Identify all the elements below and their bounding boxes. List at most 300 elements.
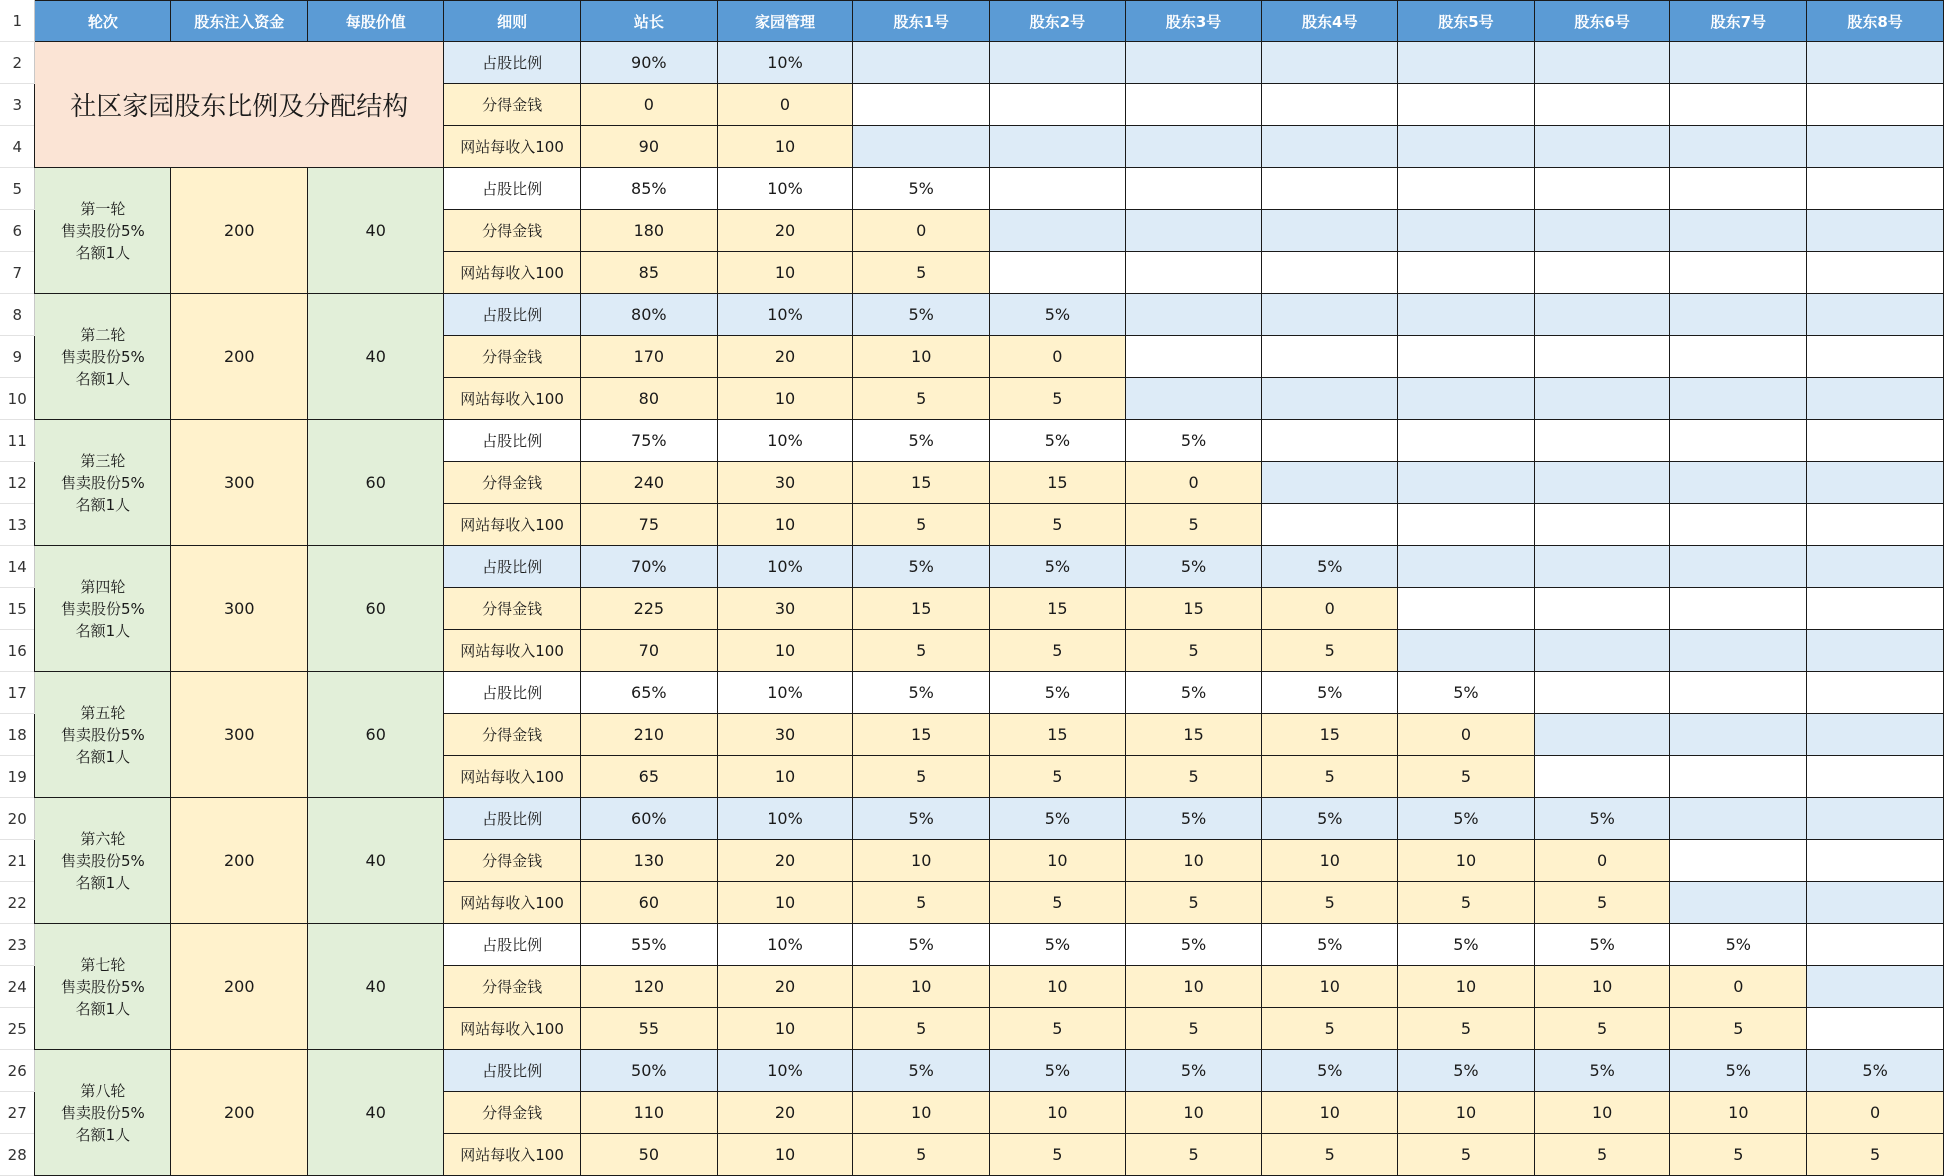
data-cell[interactable]: 5% bbox=[1262, 546, 1398, 588]
detail-label[interactable]: 分得金钱 bbox=[444, 840, 581, 882]
data-cell[interactable]: 0 bbox=[1534, 840, 1670, 882]
data-cell[interactable]: 0 bbox=[1807, 1092, 1944, 1134]
sheet-title[interactable]: 社区家园股东比例及分配结构 bbox=[35, 42, 444, 168]
share-price[interactable]: 40 bbox=[308, 924, 444, 1050]
empty-cell[interactable] bbox=[1807, 210, 1944, 252]
data-cell[interactable]: 0 bbox=[1262, 588, 1398, 630]
empty-cell[interactable] bbox=[1534, 336, 1670, 378]
data-cell[interactable]: 10 bbox=[1670, 1092, 1807, 1134]
empty-cell[interactable] bbox=[1807, 378, 1944, 420]
data-cell[interactable]: 5% bbox=[990, 798, 1126, 840]
empty-cell[interactable] bbox=[1398, 378, 1535, 420]
data-cell[interactable]: 5 bbox=[1125, 504, 1262, 546]
data-cell[interactable]: 55 bbox=[581, 1008, 718, 1050]
data-cell[interactable]: 10 bbox=[990, 1092, 1126, 1134]
data-cell[interactable]: 55% bbox=[581, 924, 718, 966]
empty-cell[interactable] bbox=[1398, 588, 1535, 630]
detail-label[interactable]: 分得金钱 bbox=[444, 84, 581, 126]
data-cell[interactable]: 60% bbox=[581, 798, 718, 840]
empty-cell[interactable] bbox=[1534, 252, 1670, 294]
empty-cell[interactable] bbox=[1534, 714, 1670, 756]
empty-cell[interactable] bbox=[1670, 840, 1807, 882]
empty-cell[interactable] bbox=[1670, 84, 1807, 126]
data-cell[interactable]: 5 bbox=[853, 756, 990, 798]
share-price[interactable]: 60 bbox=[308, 546, 444, 672]
data-cell[interactable]: 0 bbox=[1398, 714, 1535, 756]
empty-cell[interactable] bbox=[1398, 168, 1535, 210]
detail-label[interactable]: 占股比例 bbox=[444, 672, 581, 714]
data-cell[interactable]: 5 bbox=[1670, 1134, 1807, 1176]
empty-cell[interactable] bbox=[1807, 756, 1944, 798]
data-cell[interactable]: 5% bbox=[1262, 924, 1398, 966]
empty-cell[interactable] bbox=[1125, 252, 1262, 294]
empty-cell[interactable] bbox=[1807, 42, 1944, 84]
empty-cell[interactable] bbox=[1670, 42, 1807, 84]
data-cell[interactable]: 5% bbox=[1398, 1050, 1535, 1092]
data-cell[interactable]: 225 bbox=[581, 588, 718, 630]
detail-label[interactable]: 占股比例 bbox=[444, 798, 581, 840]
empty-cell[interactable] bbox=[1534, 630, 1670, 672]
detail-label[interactable]: 网站每收入100 bbox=[444, 252, 581, 294]
empty-cell[interactable] bbox=[990, 84, 1126, 126]
column-header[interactable]: 股东8号 bbox=[1807, 1, 1944, 42]
data-cell[interactable]: 60 bbox=[581, 882, 718, 924]
data-cell[interactable]: 90% bbox=[581, 42, 718, 84]
empty-cell[interactable] bbox=[1534, 672, 1670, 714]
empty-cell[interactable] bbox=[1262, 462, 1398, 504]
detail-label[interactable]: 分得金钱 bbox=[444, 1092, 581, 1134]
data-cell[interactable]: 180 bbox=[581, 210, 718, 252]
data-cell[interactable]: 5 bbox=[1125, 1134, 1262, 1176]
empty-cell[interactable] bbox=[1262, 378, 1398, 420]
round-label[interactable] bbox=[35, 924, 171, 1050]
data-cell[interactable]: 5 bbox=[1125, 630, 1262, 672]
empty-cell[interactable] bbox=[1262, 42, 1398, 84]
empty-cell[interactable] bbox=[1398, 42, 1535, 84]
empty-cell[interactable] bbox=[1670, 504, 1807, 546]
injected-capital[interactable]: 200 bbox=[171, 1050, 308, 1176]
column-header[interactable]: 站长 bbox=[581, 1, 718, 42]
data-cell[interactable]: 15 bbox=[990, 714, 1126, 756]
empty-cell[interactable] bbox=[1807, 546, 1944, 588]
data-cell[interactable]: 10% bbox=[717, 420, 853, 462]
data-cell[interactable]: 5 bbox=[1262, 1008, 1398, 1050]
data-cell[interactable]: 20 bbox=[717, 840, 853, 882]
data-cell[interactable]: 65% bbox=[581, 672, 718, 714]
data-cell[interactable]: 20 bbox=[717, 1092, 853, 1134]
data-cell[interactable]: 30 bbox=[717, 714, 853, 756]
detail-label[interactable]: 占股比例 bbox=[444, 924, 581, 966]
data-cell[interactable]: 5% bbox=[1534, 924, 1670, 966]
empty-cell[interactable] bbox=[1398, 210, 1535, 252]
empty-cell[interactable] bbox=[1534, 546, 1670, 588]
data-cell[interactable]: 240 bbox=[581, 462, 718, 504]
empty-cell[interactable] bbox=[1807, 504, 1944, 546]
empty-cell[interactable] bbox=[1398, 420, 1535, 462]
detail-label[interactable]: 占股比例 bbox=[444, 420, 581, 462]
detail-label[interactable]: 网站每收入100 bbox=[444, 630, 581, 672]
detail-label[interactable]: 分得金钱 bbox=[444, 462, 581, 504]
injected-capital[interactable]: 300 bbox=[171, 546, 308, 672]
empty-cell[interactable] bbox=[1534, 84, 1670, 126]
empty-cell[interactable] bbox=[1807, 420, 1944, 462]
empty-cell[interactable] bbox=[1262, 84, 1398, 126]
empty-cell[interactable] bbox=[1670, 798, 1807, 840]
data-cell[interactable]: 10% bbox=[717, 1050, 853, 1092]
data-cell[interactable]: 10% bbox=[717, 294, 853, 336]
data-cell[interactable]: 5 bbox=[1398, 882, 1535, 924]
data-cell[interactable]: 5 bbox=[1262, 1134, 1398, 1176]
data-cell[interactable]: 70% bbox=[581, 546, 718, 588]
empty-cell[interactable] bbox=[1125, 210, 1262, 252]
round-label[interactable] bbox=[35, 420, 171, 546]
data-cell[interactable]: 10 bbox=[1398, 840, 1535, 882]
data-cell[interactable]: 5 bbox=[1534, 1134, 1670, 1176]
empty-cell[interactable] bbox=[1807, 126, 1944, 168]
column-header[interactable]: 轮次 bbox=[35, 1, 171, 42]
data-cell[interactable]: 75% bbox=[581, 420, 718, 462]
data-cell[interactable]: 5% bbox=[990, 420, 1126, 462]
data-cell[interactable]: 5% bbox=[1125, 1050, 1262, 1092]
injected-capital[interactable]: 200 bbox=[171, 924, 308, 1050]
empty-cell[interactable] bbox=[1398, 84, 1535, 126]
empty-cell[interactable] bbox=[853, 126, 990, 168]
data-cell[interactable]: 10 bbox=[1262, 966, 1398, 1008]
data-cell[interactable]: 10% bbox=[717, 168, 853, 210]
data-cell[interactable]: 5 bbox=[853, 378, 990, 420]
empty-cell[interactable] bbox=[1125, 42, 1262, 84]
data-cell[interactable]: 10 bbox=[1125, 966, 1262, 1008]
empty-cell[interactable] bbox=[1125, 168, 1262, 210]
empty-cell[interactable] bbox=[1807, 252, 1944, 294]
data-cell[interactable]: 15 bbox=[853, 462, 990, 504]
empty-cell[interactable] bbox=[1670, 126, 1807, 168]
empty-cell[interactable] bbox=[1670, 630, 1807, 672]
data-cell[interactable]: 70 bbox=[581, 630, 718, 672]
data-cell[interactable]: 50% bbox=[581, 1050, 718, 1092]
data-cell[interactable]: 0 bbox=[853, 210, 990, 252]
data-cell[interactable]: 15 bbox=[853, 588, 990, 630]
data-cell[interactable]: 10 bbox=[1534, 1092, 1670, 1134]
empty-cell[interactable] bbox=[1262, 420, 1398, 462]
data-cell[interactable]: 5% bbox=[1262, 672, 1398, 714]
data-cell[interactable]: 10 bbox=[717, 378, 853, 420]
data-cell[interactable]: 5 bbox=[853, 252, 990, 294]
data-cell[interactable]: 5% bbox=[853, 672, 990, 714]
empty-cell[interactable] bbox=[1807, 966, 1944, 1008]
data-cell[interactable]: 10 bbox=[717, 756, 853, 798]
empty-cell[interactable] bbox=[1398, 630, 1535, 672]
round-label[interactable] bbox=[35, 672, 171, 798]
empty-cell[interactable] bbox=[1262, 126, 1398, 168]
empty-cell[interactable] bbox=[1534, 378, 1670, 420]
column-header[interactable]: 股东注入资金 bbox=[171, 1, 308, 42]
data-cell[interactable]: 0 bbox=[1125, 462, 1262, 504]
data-cell[interactable]: 5% bbox=[1125, 420, 1262, 462]
data-cell[interactable]: 5 bbox=[853, 1008, 990, 1050]
empty-cell[interactable] bbox=[990, 210, 1126, 252]
empty-cell[interactable] bbox=[1807, 672, 1944, 714]
data-cell[interactable]: 5 bbox=[853, 1134, 990, 1176]
empty-cell[interactable] bbox=[1670, 756, 1807, 798]
detail-label[interactable]: 网站每收入100 bbox=[444, 882, 581, 924]
data-cell[interactable]: 30 bbox=[717, 588, 853, 630]
data-cell[interactable]: 5% bbox=[990, 546, 1126, 588]
data-cell[interactable]: 80 bbox=[581, 378, 718, 420]
data-cell[interactable]: 10 bbox=[1398, 1092, 1535, 1134]
data-cell[interactable]: 5% bbox=[1125, 672, 1262, 714]
data-cell[interactable]: 5 bbox=[1262, 882, 1398, 924]
data-cell[interactable]: 5% bbox=[990, 294, 1126, 336]
empty-cell[interactable] bbox=[1807, 630, 1944, 672]
injected-capital[interactable]: 300 bbox=[171, 672, 308, 798]
data-cell[interactable]: 5% bbox=[853, 798, 990, 840]
column-header[interactable]: 每股价值 bbox=[308, 1, 444, 42]
detail-label[interactable]: 分得金钱 bbox=[444, 588, 581, 630]
empty-cell[interactable] bbox=[1807, 462, 1944, 504]
data-cell[interactable]: 5% bbox=[853, 294, 990, 336]
data-cell[interactable]: 5 bbox=[990, 378, 1126, 420]
data-cell[interactable]: 5% bbox=[1398, 672, 1535, 714]
data-cell[interactable]: 10 bbox=[853, 336, 990, 378]
detail-label[interactable]: 分得金钱 bbox=[444, 210, 581, 252]
column-header[interactable]: 股东7号 bbox=[1670, 1, 1807, 42]
data-cell[interactable]: 10% bbox=[717, 672, 853, 714]
empty-cell[interactable] bbox=[1534, 42, 1670, 84]
data-cell[interactable]: 0 bbox=[1670, 966, 1807, 1008]
data-cell[interactable]: 5% bbox=[1125, 924, 1262, 966]
data-cell[interactable]: 5% bbox=[853, 420, 990, 462]
empty-cell[interactable] bbox=[990, 126, 1126, 168]
data-cell[interactable]: 5% bbox=[1262, 1050, 1398, 1092]
data-cell[interactable]: 30 bbox=[717, 462, 853, 504]
empty-cell[interactable] bbox=[1398, 126, 1535, 168]
empty-cell[interactable] bbox=[1670, 252, 1807, 294]
data-cell[interactable]: 50 bbox=[581, 1134, 718, 1176]
column-header[interactable]: 股东1号 bbox=[853, 1, 990, 42]
data-cell[interactable]: 5% bbox=[853, 546, 990, 588]
share-price[interactable]: 40 bbox=[308, 798, 444, 924]
data-cell[interactable]: 5 bbox=[1125, 882, 1262, 924]
injected-capital[interactable]: 200 bbox=[171, 798, 308, 924]
detail-label[interactable]: 分得金钱 bbox=[444, 336, 581, 378]
data-cell[interactable]: 5 bbox=[990, 630, 1126, 672]
empty-cell[interactable] bbox=[1534, 420, 1670, 462]
data-cell[interactable]: 20 bbox=[717, 210, 853, 252]
detail-label[interactable]: 占股比例 bbox=[444, 168, 581, 210]
data-cell[interactable]: 15 bbox=[1125, 714, 1262, 756]
empty-cell[interactable] bbox=[1262, 294, 1398, 336]
column-header[interactable]: 股东5号 bbox=[1398, 1, 1535, 42]
data-cell[interactable]: 5 bbox=[853, 882, 990, 924]
data-cell[interactable]: 5% bbox=[1534, 1050, 1670, 1092]
empty-cell[interactable] bbox=[1807, 84, 1944, 126]
data-cell[interactable]: 5 bbox=[1262, 630, 1398, 672]
data-cell[interactable]: 15 bbox=[990, 588, 1126, 630]
data-cell[interactable]: 10% bbox=[717, 546, 853, 588]
data-cell[interactable]: 130 bbox=[581, 840, 718, 882]
empty-cell[interactable] bbox=[1262, 336, 1398, 378]
empty-cell[interactable] bbox=[1807, 336, 1944, 378]
data-cell[interactable]: 5% bbox=[1807, 1050, 1944, 1092]
empty-cell[interactable] bbox=[1534, 588, 1670, 630]
share-price[interactable]: 60 bbox=[308, 420, 444, 546]
data-cell[interactable]: 5 bbox=[990, 1008, 1126, 1050]
detail-label[interactable]: 分得金钱 bbox=[444, 966, 581, 1008]
column-header[interactable]: 股东3号 bbox=[1125, 1, 1262, 42]
data-cell[interactable]: 80% bbox=[581, 294, 718, 336]
empty-cell[interactable] bbox=[1670, 378, 1807, 420]
data-cell[interactable]: 5 bbox=[1262, 756, 1398, 798]
data-cell[interactable]: 10 bbox=[717, 504, 853, 546]
empty-cell[interactable] bbox=[853, 42, 990, 84]
round-label[interactable] bbox=[35, 294, 171, 420]
data-cell[interactable]: 5 bbox=[1670, 1008, 1807, 1050]
empty-cell[interactable] bbox=[1670, 294, 1807, 336]
empty-cell[interactable] bbox=[1670, 210, 1807, 252]
data-cell[interactable]: 10 bbox=[717, 126, 853, 168]
empty-cell[interactable] bbox=[1807, 714, 1944, 756]
empty-cell[interactable] bbox=[1670, 882, 1807, 924]
empty-cell[interactable] bbox=[1398, 462, 1535, 504]
detail-label[interactable]: 占股比例 bbox=[444, 1050, 581, 1092]
empty-cell[interactable] bbox=[1670, 168, 1807, 210]
detail-label[interactable]: 占股比例 bbox=[444, 42, 581, 84]
data-cell[interactable]: 10 bbox=[717, 252, 853, 294]
column-header[interactable]: 细则 bbox=[444, 1, 581, 42]
empty-cell[interactable] bbox=[1670, 546, 1807, 588]
column-header[interactable]: 股东4号 bbox=[1262, 1, 1398, 42]
data-cell[interactable]: 5 bbox=[1398, 1134, 1535, 1176]
data-cell[interactable]: 65 bbox=[581, 756, 718, 798]
data-cell[interactable]: 10 bbox=[853, 840, 990, 882]
data-cell[interactable]: 5 bbox=[1807, 1134, 1944, 1176]
column-header[interactable]: 股东6号 bbox=[1534, 1, 1670, 42]
injected-capital[interactable]: 200 bbox=[171, 294, 308, 420]
data-cell[interactable]: 5% bbox=[1125, 546, 1262, 588]
detail-label[interactable]: 网站每收入100 bbox=[444, 1008, 581, 1050]
empty-cell[interactable] bbox=[1534, 168, 1670, 210]
empty-cell[interactable] bbox=[1398, 504, 1535, 546]
empty-cell[interactable] bbox=[1398, 294, 1535, 336]
data-cell[interactable]: 15 bbox=[853, 714, 990, 756]
data-cell[interactable]: 5% bbox=[1398, 924, 1535, 966]
empty-cell[interactable] bbox=[1807, 1008, 1944, 1050]
data-cell[interactable]: 20 bbox=[717, 336, 853, 378]
empty-cell[interactable] bbox=[990, 252, 1126, 294]
data-cell[interactable]: 170 bbox=[581, 336, 718, 378]
data-cell[interactable]: 10 bbox=[717, 1008, 853, 1050]
data-cell[interactable]: 10 bbox=[1398, 966, 1535, 1008]
round-label[interactable] bbox=[35, 798, 171, 924]
empty-cell[interactable] bbox=[1534, 294, 1670, 336]
empty-cell[interactable] bbox=[1125, 336, 1262, 378]
detail-label[interactable]: 网站每收入100 bbox=[444, 504, 581, 546]
empty-cell[interactable] bbox=[1807, 294, 1944, 336]
empty-cell[interactable] bbox=[1807, 798, 1944, 840]
data-cell[interactable]: 5% bbox=[853, 168, 990, 210]
data-cell[interactable]: 120 bbox=[581, 966, 718, 1008]
empty-cell[interactable] bbox=[1534, 210, 1670, 252]
empty-cell[interactable] bbox=[990, 42, 1126, 84]
data-cell[interactable]: 5 bbox=[990, 504, 1126, 546]
data-cell[interactable]: 5% bbox=[1398, 798, 1535, 840]
empty-cell[interactable] bbox=[1670, 462, 1807, 504]
data-cell[interactable]: 5% bbox=[1125, 798, 1262, 840]
share-price[interactable]: 40 bbox=[308, 294, 444, 420]
empty-cell[interactable] bbox=[1398, 336, 1535, 378]
empty-cell[interactable] bbox=[1670, 672, 1807, 714]
data-cell[interactable]: 10 bbox=[990, 966, 1126, 1008]
injected-capital[interactable]: 200 bbox=[171, 168, 308, 294]
data-cell[interactable]: 90 bbox=[581, 126, 718, 168]
empty-cell[interactable] bbox=[1807, 168, 1944, 210]
empty-cell[interactable] bbox=[1125, 378, 1262, 420]
empty-cell[interactable] bbox=[1670, 420, 1807, 462]
data-cell[interactable]: 5% bbox=[990, 924, 1126, 966]
round-label[interactable] bbox=[35, 168, 171, 294]
empty-cell[interactable] bbox=[1807, 840, 1944, 882]
data-cell[interactable]: 10 bbox=[717, 882, 853, 924]
data-cell[interactable]: 20 bbox=[717, 966, 853, 1008]
round-label[interactable] bbox=[35, 1050, 171, 1176]
data-cell[interactable]: 10% bbox=[717, 798, 853, 840]
empty-cell[interactable] bbox=[1125, 294, 1262, 336]
empty-cell[interactable] bbox=[1262, 504, 1398, 546]
data-cell[interactable]: 10 bbox=[1262, 840, 1398, 882]
data-cell[interactable]: 0 bbox=[581, 84, 718, 126]
empty-cell[interactable] bbox=[1807, 882, 1944, 924]
data-cell[interactable]: 5 bbox=[990, 882, 1126, 924]
detail-label[interactable]: 网站每收入100 bbox=[444, 756, 581, 798]
share-price[interactable]: 40 bbox=[308, 168, 444, 294]
data-cell[interactable]: 5 bbox=[1534, 882, 1670, 924]
empty-cell[interactable] bbox=[1398, 252, 1535, 294]
empty-cell[interactable] bbox=[1670, 588, 1807, 630]
empty-cell[interactable] bbox=[1534, 126, 1670, 168]
share-price[interactable]: 40 bbox=[308, 1050, 444, 1176]
data-cell[interactable]: 15 bbox=[1262, 714, 1398, 756]
empty-cell[interactable] bbox=[1807, 924, 1944, 966]
data-cell[interactable]: 15 bbox=[990, 462, 1126, 504]
data-cell[interactable]: 0 bbox=[990, 336, 1126, 378]
data-cell[interactable]: 10 bbox=[717, 1134, 853, 1176]
data-cell[interactable]: 5% bbox=[990, 1050, 1126, 1092]
data-cell[interactable]: 5% bbox=[1670, 1050, 1807, 1092]
detail-label[interactable]: 占股比例 bbox=[444, 294, 581, 336]
data-cell[interactable]: 85 bbox=[581, 252, 718, 294]
empty-cell[interactable] bbox=[1262, 168, 1398, 210]
data-cell[interactable]: 10 bbox=[990, 840, 1126, 882]
data-cell[interactable]: 5 bbox=[853, 630, 990, 672]
data-cell[interactable]: 210 bbox=[581, 714, 718, 756]
column-header[interactable]: 家园管理 bbox=[717, 1, 853, 42]
data-cell[interactable]: 5% bbox=[990, 672, 1126, 714]
share-price[interactable]: 60 bbox=[308, 672, 444, 798]
data-cell[interactable]: 5% bbox=[1670, 924, 1807, 966]
round-label[interactable] bbox=[35, 546, 171, 672]
data-cell[interactable]: 10 bbox=[1125, 840, 1262, 882]
data-cell[interactable]: 5 bbox=[990, 1134, 1126, 1176]
data-cell[interactable]: 5 bbox=[1125, 1008, 1262, 1050]
data-cell[interactable]: 10 bbox=[1534, 966, 1670, 1008]
data-cell[interactable]: 5 bbox=[853, 504, 990, 546]
empty-cell[interactable] bbox=[1125, 84, 1262, 126]
empty-cell[interactable] bbox=[1670, 336, 1807, 378]
data-cell[interactable]: 5 bbox=[1398, 756, 1535, 798]
detail-label[interactable]: 网站每收入100 bbox=[444, 126, 581, 168]
data-cell[interactable]: 85% bbox=[581, 168, 718, 210]
